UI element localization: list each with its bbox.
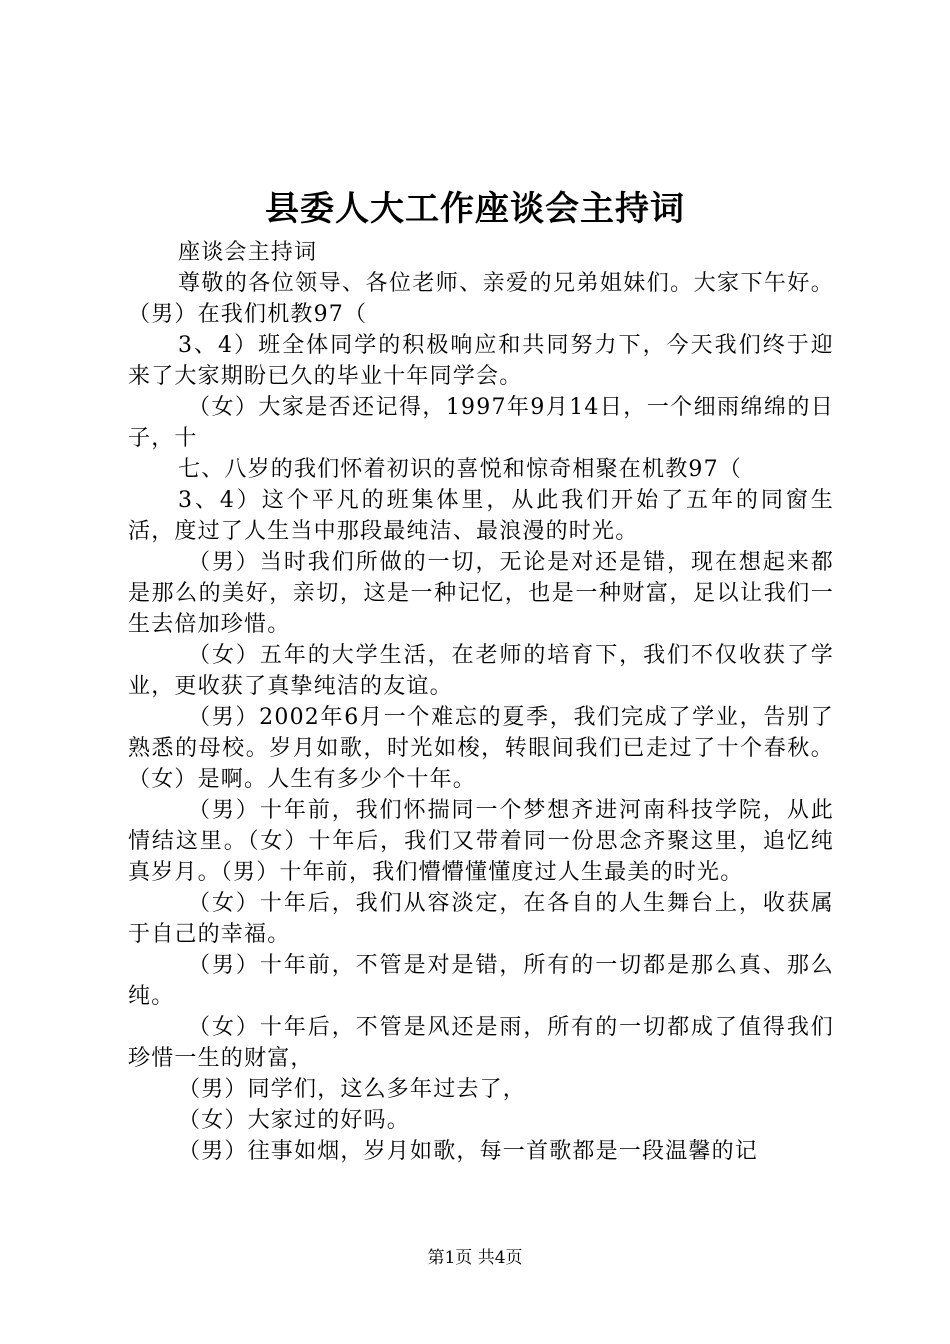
paragraph: （男）十年前，不管是对是错，所有的一切都是那么真、那么纯。 bbox=[128, 953, 834, 1009]
paragraph: 3、4）班全体同学的积极响应和共同努力下，今天我们终于迎来了大家期盼已久的毕业十年同学会。 bbox=[128, 333, 834, 389]
page-number-footer: 第1页 共4页 bbox=[427, 1248, 523, 1268]
paragraph: （女）十年后，不管是风还是雨，所有的一切都成了值得我们珍惜一生的财富， bbox=[128, 1015, 834, 1071]
paragraph: （男）往事如烟，岁月如歌，每一首歌都是一段温馨的记 bbox=[178, 1139, 759, 1164]
paragraph: 七、八岁的我们怀着初识的喜悦和惊奇相聚在机教97（ bbox=[178, 457, 742, 482]
paragraph: （男）同学们，这么多年过去了， bbox=[178, 1077, 527, 1102]
paragraph: （女）大家是否还记得，1997年9月14日，一个细雨绵绵的日子，十 bbox=[128, 395, 834, 451]
paragraph: 尊敬的各位领导、各位老师、亲爱的兄弟姐妹们。大家下午好。（男）在我们机教97（ bbox=[128, 271, 834, 327]
paragraph: （女）大家过的好吗。 bbox=[178, 1108, 411, 1133]
document-title: 县委人大工作座谈会主持词 bbox=[265, 189, 685, 229]
paragraph: （女）十年后，我们从容淡定，在各自的人生舞台上，收获属于自己的幸福。 bbox=[128, 891, 834, 947]
paragraph: （女）五年的大学生活，在老师的培育下，我们不仅收获了学业，更收获了真挚纯洁的友谊。 bbox=[128, 643, 834, 699]
document-body bbox=[128, 237, 834, 1167]
paragraph: （男）十年前，我们怀揣同一个梦想齐进河南科技学院，从此情结这里。（女）十年后，我们又带着同一份思念齐聚这里，追忆纯真岁月。（男）十年前，我们懵懵懂懂度过人生最美的时光。 bbox=[128, 798, 834, 885]
paragraph: （男）当时我们所做的一切，无论是对还是错，现在想起来都是那么的美好，亲切，这是一种记忆，也是一种财富，足以让我们一生去倍加珍惜。 bbox=[128, 550, 834, 637]
paragraph: 3、4）这个平凡的班集体里，从此我们开始了五年的同窗生活，度过了人生当中那段最纯洁、最浪漫的时光。 bbox=[128, 488, 834, 544]
paragraph-subtitle: 座谈会主持词 bbox=[178, 240, 318, 265]
paragraph: （男）2002年6月一个难忘的夏季，我们完成了学业，告别了熟悉的母校。岁月如歌，时光如梭，转眼间我们已走过了十个春秋。（女）是啊。人生有多少个十年。 bbox=[128, 705, 834, 792]
